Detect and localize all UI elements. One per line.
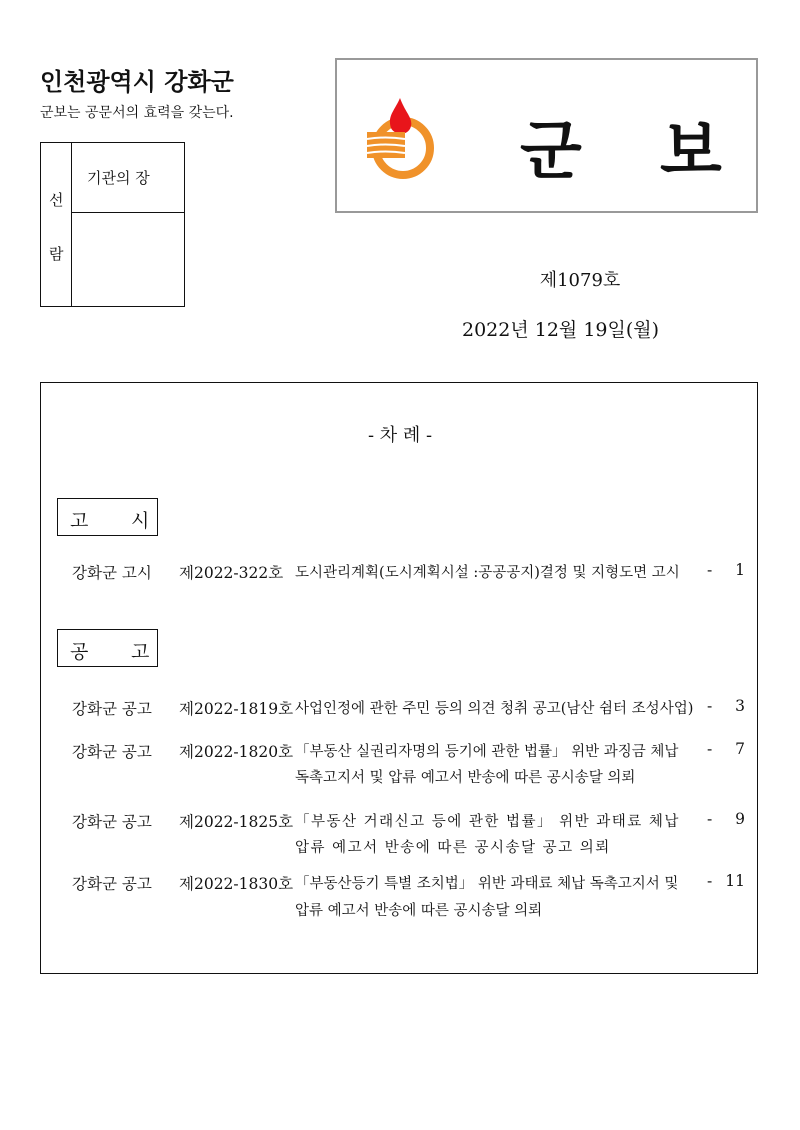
entry-title-cont[interactable]: 압류 예고서 반송에 따른 공시송달 의뢰: [295, 903, 543, 919]
section-notice: [57, 498, 158, 536]
entry-page[interactable]: 1: [735, 561, 745, 579]
leader-dash: -: [707, 740, 713, 758]
leader-dash: -: [707, 561, 713, 579]
entry-agency: 강화군 공고: [72, 700, 152, 718]
section-label: 고: [131, 641, 150, 663]
entry-number: 제2022-1825호: [179, 813, 294, 831]
entry-number: 제2022-1819호: [179, 700, 294, 718]
leader-dash: -: [707, 872, 713, 890]
section-label: 시: [131, 510, 150, 532]
entry-number: 제2022-1830호: [179, 875, 294, 893]
entry-title[interactable]: 「부동산등기 특별 조치법」 위반 과태료 체납 독촉고지서 및: [295, 876, 679, 892]
section-announcement: [57, 629, 158, 667]
table-of-contents: [40, 382, 758, 974]
entry-title-cont[interactable]: 압류 예고서 반송에 따른 공시송달 공고 의뢰: [295, 840, 611, 856]
entry-title[interactable]: 도시관리계획(도시계획시설 :공공공지)결정 및 지형도면 고시: [295, 565, 680, 581]
organization-name: 인천광역시 강화군: [40, 68, 234, 96]
entry-agency: 강화군 공고: [72, 875, 152, 893]
entry-number: 제2022-322호: [179, 564, 284, 582]
section-label: 고: [70, 510, 89, 532]
entry-page[interactable]: 9: [735, 810, 745, 828]
entry-number: 제2022-1820호: [179, 743, 294, 761]
circulation-label-2: 람: [49, 245, 64, 263]
toc-title: - 차 례 -: [367, 425, 433, 446]
masthead-title-2: 보: [660, 115, 722, 189]
entry-agency: 강화군 공고: [72, 743, 152, 761]
entry-title[interactable]: 「부동산 실권리자명의 등기에 관한 법률」 위반 과징금 체납: [295, 744, 679, 760]
entry-page[interactable]: 11: [725, 872, 745, 890]
entry-title-cont[interactable]: 독촉고지서 및 압류 예고서 반송에 따른 공시송달 의뢰: [295, 770, 636, 786]
entry-page[interactable]: 7: [735, 740, 745, 758]
entry-agency: 강화군 고시: [72, 564, 152, 582]
section-label: 공: [70, 641, 89, 663]
masthead: [335, 58, 758, 213]
issue-number: 제1079호: [539, 270, 621, 291]
emblem-icon: [365, 92, 437, 182]
entry-page[interactable]: 3: [735, 697, 745, 715]
entry-title[interactable]: 사업인정에 관한 주민 등의 의견 청취 공고(남산 쉼터 조성사업): [295, 701, 694, 717]
motto: 군보는 공문서의 효력을 갖는다.: [40, 105, 234, 121]
circulation-label-1: 선: [49, 191, 64, 209]
circulation-header: 기관의 장: [87, 169, 150, 187]
leader-dash: -: [707, 810, 713, 828]
entry-title[interactable]: 「부동산 거래신고 등에 관한 법률」 위반 과태료 체납: [295, 814, 680, 830]
masthead-title-1: 군: [520, 115, 582, 189]
issue-date: 2022년 12월 19일(월): [462, 319, 660, 341]
leader-dash: -: [707, 697, 713, 715]
entry-agency: 강화군 공고: [72, 813, 152, 831]
